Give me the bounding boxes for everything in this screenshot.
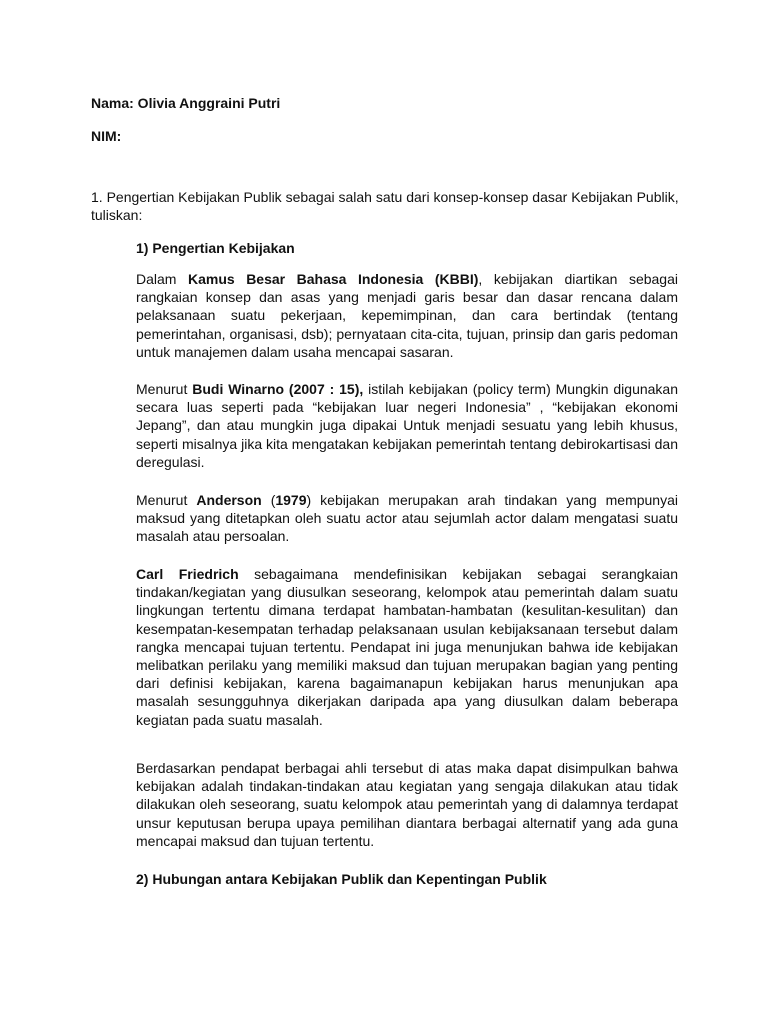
paragraph-conclusion: Berdasarkan pendapat berbagai ahli tersebut di atas maka dapat disimpulkan bahwa kebijakan adalah tindakan-tindakan atau kegiatan yang sengaja dilakukan atau tidak dilakukan oleh seseorang, suatu kelompok atau pemerintah yang di dalamnya terdapat unsur keputusan berupa upaya pemilihan diantara berbagai alternatif yang ada guna mencapai maksud dan tujuan tertentu. xyxy=(136,760,678,849)
paragraph-anderson: Menurut Anderson (1979) kebijakan merupakan arah tindakan yang mempunyai maksud yang ditetapkan oleh suatu actor atau sejumlah actor dalam mengatasi suatu masalah atau persoalan. xyxy=(136,492,678,545)
student-nim: NIM: xyxy=(91,128,122,144)
question-text: 1. Pengertian Kebijakan Publik sebagai salah satu dari konsep-konsep dasar Kebijakan Publik, tuliskan: xyxy=(91,189,679,223)
student-name: Nama: Olivia Anggraini Putri xyxy=(91,95,281,111)
paragraph-friedrich: Carl Friedrich sebagaimana mendefinisikan kebijakan sebagai serangkaian tindakan/kegiatan yang diusulkan seseorang, kelompok atau pemerintah dalam suatu lingkungan tertentu dimana terdapat hambatan-hambatan (kesulitan-kesulitan) dan kesempatan-kesempatan terhadap pelaksanaan usulan kebijaksanaan tersebut dalam rangka mencapai tujuan tertentu. Pendapat ini juga menunjukan bahwa ide kebijakan melibatkan perilaku yang memiliki maksud dan tujuan merupakan bagian yang penting dari definisi kebijakan, karena bagaimanapun kebijakan harus menunjukan apa masalah sesungguhnya dikerjakan daripada apa yang diusulkan dalam beberapa kegiatan pada suatu masalah. xyxy=(136,566,678,728)
section-1-heading: 1) Pengertian Kebijakan xyxy=(136,240,295,256)
section-2-heading: 2) Hubungan antara Kebijakan Publik dan Kepentingan Publik xyxy=(136,871,547,887)
paragraph-winarno: Menurut Budi Winarno (2007 : 15), istilah kebijakan (policy term) Mungkin digunakan secara luas seperti pada “kebijakan luar negeri Indonesia” , “kebijakan ekonomi Jepang”, dan atau mungkin juga dipakai Untuk menjadi sesuatu yang lebih khusus, seperti misalnya jika kita mengatakan kebijakan pemerintah tentang debirokartisasi dan deregulasi. xyxy=(136,381,679,470)
paragraph-kbbi: Dalam Kamus Besar Bahasa Indonesia (KBBI), kebijakan diartikan sebagai rangkaian konsep dan asas yang menjadi garis besar dan dasar rencana dalam pelaksanaan suatu pekerjaan, kepemimpinan, dan cara bertindak (tentang pemerintahan, organisasi, dsb); pernyataan cita-cita, tujuan, prinsip dan garis pedoman untuk manajemen dalam usaha mencapai sasaran. xyxy=(136,271,678,360)
